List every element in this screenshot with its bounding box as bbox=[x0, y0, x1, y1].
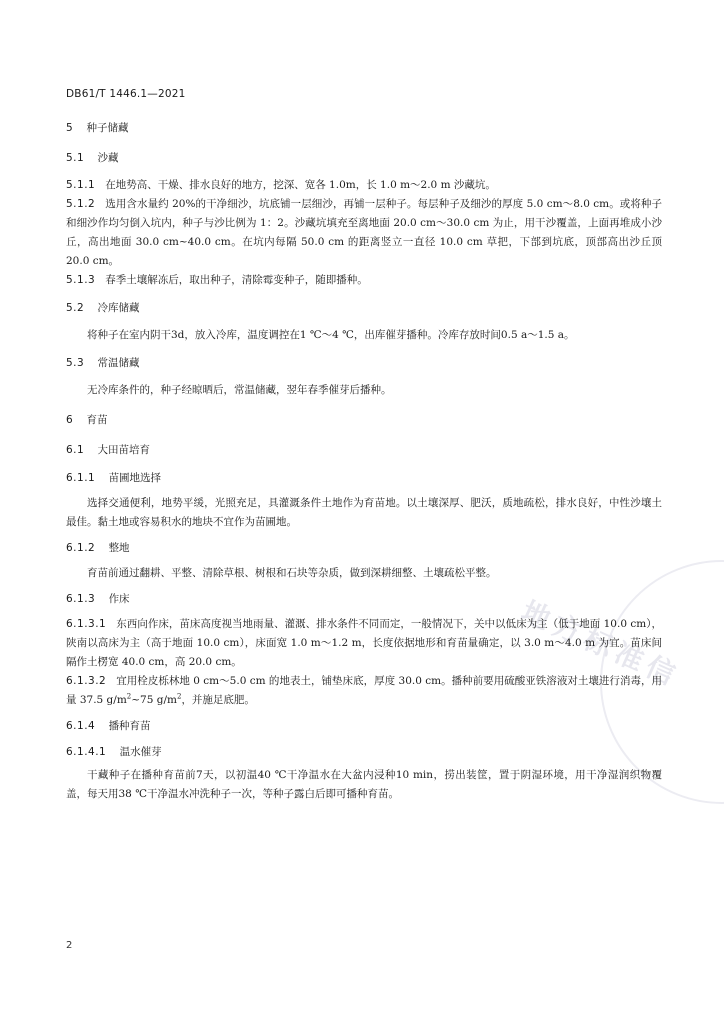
heading-5-2 bbox=[66, 298, 662, 318]
watermark: 地方标准信 bbox=[516, 594, 686, 694]
heading-number: 6.1.4.1 bbox=[66, 746, 107, 758]
heading-title: 播种育苗 bbox=[108, 720, 151, 732]
clause-text: 春季土壤解冻后，取出种子，清除霉变种子，随即播种。 bbox=[105, 274, 368, 286]
superscript: 2 bbox=[176, 692, 182, 701]
clause-text: 选用含水量约 20%的干净细沙，坑底铺一层细沙，再铺一层种子。每层种子及细沙的厚度 5.0 cm～8.0 cm。或将种子和细沙作均匀倒入坑内，种子与沙比例为 1：2。沙藏坑填充至离地面 20.0 cm～30.0 cm 为止，用干沙覆盖，上面再堆成小沙丘，高出地面 30.0 cm~40.0 cm。在坑内每隔 50.0 cm 的距离竖立一直径 10.0 cm 草把，下部到坑底，顶部高出沙丘顶 20.0 cm。 bbox=[66, 198, 662, 267]
heading-6-1-2 bbox=[66, 538, 662, 558]
heading-6-1-3 bbox=[66, 589, 662, 609]
heading-title: 整地 bbox=[108, 542, 130, 554]
paragraph-6-1-1: 选择交通便利，地势平缓，光照充足，具灌溉条件土地作为育苗地。以土壤深厚、肥沃，质地疏松，排水良好，中性沙壤土最佳。黏土地或容易积水的地块不宜作为苗圃地。 bbox=[66, 497, 662, 528]
heading-title: 温水催芽 bbox=[119, 746, 162, 758]
clause-5-1-2 bbox=[66, 195, 662, 271]
clause-5-1-1 bbox=[66, 176, 662, 195]
heading-title: 育苗 bbox=[86, 414, 108, 426]
clause-text: ~75 g/m bbox=[131, 694, 177, 706]
clause-text: 宜用栓皮栎林地 0 cm～5.0 cm 的地表土，铺垫床底，厚度 30.0 cm。播种前要用硫酸亚铁溶液对土壤进行消毒，用量 37.5 g/m bbox=[66, 675, 662, 706]
clause-6-1-3-1 bbox=[66, 615, 662, 672]
heading-title: 沙藏 bbox=[97, 152, 119, 164]
clause-text: ，并施足底肥。 bbox=[181, 694, 255, 706]
heading-5-1 bbox=[66, 148, 662, 168]
heading-number: 6.1.4 bbox=[66, 720, 96, 732]
heading-number: 6.1 bbox=[66, 444, 85, 456]
heading-6 bbox=[66, 410, 662, 430]
heading-title: 大田苗培育 bbox=[97, 444, 151, 456]
paragraph-5-3: 无冷库条件的，种子经晾晒后，常温储藏，翌年春季催芽后播种。 bbox=[87, 384, 392, 396]
heading-5 bbox=[66, 118, 662, 138]
page-number: 2 bbox=[66, 940, 73, 951]
clause-number: 6.1.3.2 bbox=[66, 675, 107, 687]
clause-number: 6.1.3.1 bbox=[66, 618, 107, 630]
clause-number: 5.1.2 bbox=[66, 198, 96, 210]
heading-title: 常温储藏 bbox=[97, 357, 140, 369]
heading-number: 6 bbox=[66, 414, 74, 426]
superscript: 2 bbox=[126, 692, 132, 701]
heading-number: 5 bbox=[66, 122, 74, 134]
paragraph-6-1-2: 育苗前通过翻耕、平整、清除草根、树根和石块等杂质，做到深耕细整、土壤疏松平整。 bbox=[87, 567, 497, 579]
heading-5-3 bbox=[66, 353, 662, 373]
heading-6-1-4 bbox=[66, 716, 662, 736]
clause-text: 东西向作床，苗床高度视当地雨量、灌溉、排水条件不同而定，一般情况下，关中以低床为主（低于地面 10.0 cm），陕南以高床为主（高于地面 10.0 cm），床面宽 1.0 m～1.2 m，长度依据地形和育苗量确定，以 3.0 m～4.0 m 为宜。苗床间隔作土楞宽 40.0 cm，高 20.0 cm。 bbox=[66, 618, 662, 668]
paragraph-5-2: 将种子在室内阴干3d，放入冷库，温度调控在1 ℃～4 ℃，出库催芽播种。冷库存放时间0.5 a～1.5 a。 bbox=[87, 329, 575, 341]
heading-title: 作床 bbox=[108, 593, 130, 605]
heading-number: 6.1.2 bbox=[66, 542, 96, 554]
heading-number: 6.1.1 bbox=[66, 472, 96, 484]
document-body bbox=[66, 108, 662, 804]
heading-6-1-1 bbox=[66, 468, 662, 488]
clause-text: 在地势高、干燥、排水良好的地方，挖深、宽各 1.0m，长 1.0 m～2.0 m 沙藏坑。 bbox=[105, 179, 496, 191]
heading-6-1-4-1 bbox=[66, 742, 662, 762]
clause-6-1-3-2 bbox=[66, 672, 662, 710]
clause-number: 5.1.3 bbox=[66, 274, 96, 286]
heading-number: 5.1 bbox=[66, 152, 85, 164]
clause-number: 5.1.1 bbox=[66, 179, 96, 191]
heading-title: 苗圃地选择 bbox=[108, 472, 162, 484]
heading-title: 冷库储藏 bbox=[97, 302, 140, 314]
heading-6-1 bbox=[66, 440, 662, 460]
clause-5-1-3 bbox=[66, 271, 662, 290]
heading-number: 6.1.3 bbox=[66, 593, 96, 605]
heading-number: 5.3 bbox=[66, 357, 85, 369]
heading-number: 5.2 bbox=[66, 302, 85, 314]
heading-title: 种子储藏 bbox=[86, 122, 129, 134]
standard-code-header: DB61/T 1446.1—2021 bbox=[66, 88, 186, 100]
paragraph-6-1-4-1: 干藏种子在播种育苗前7天，以初温40 ℃干净温水在大盆内浸种10 min，捞出装筐，置于阴湿环境，用干净湿润织物覆盖，每天用38 ℃干净温水冲洗种子一次，等种子露白后即可播种育苗。 bbox=[66, 769, 662, 800]
